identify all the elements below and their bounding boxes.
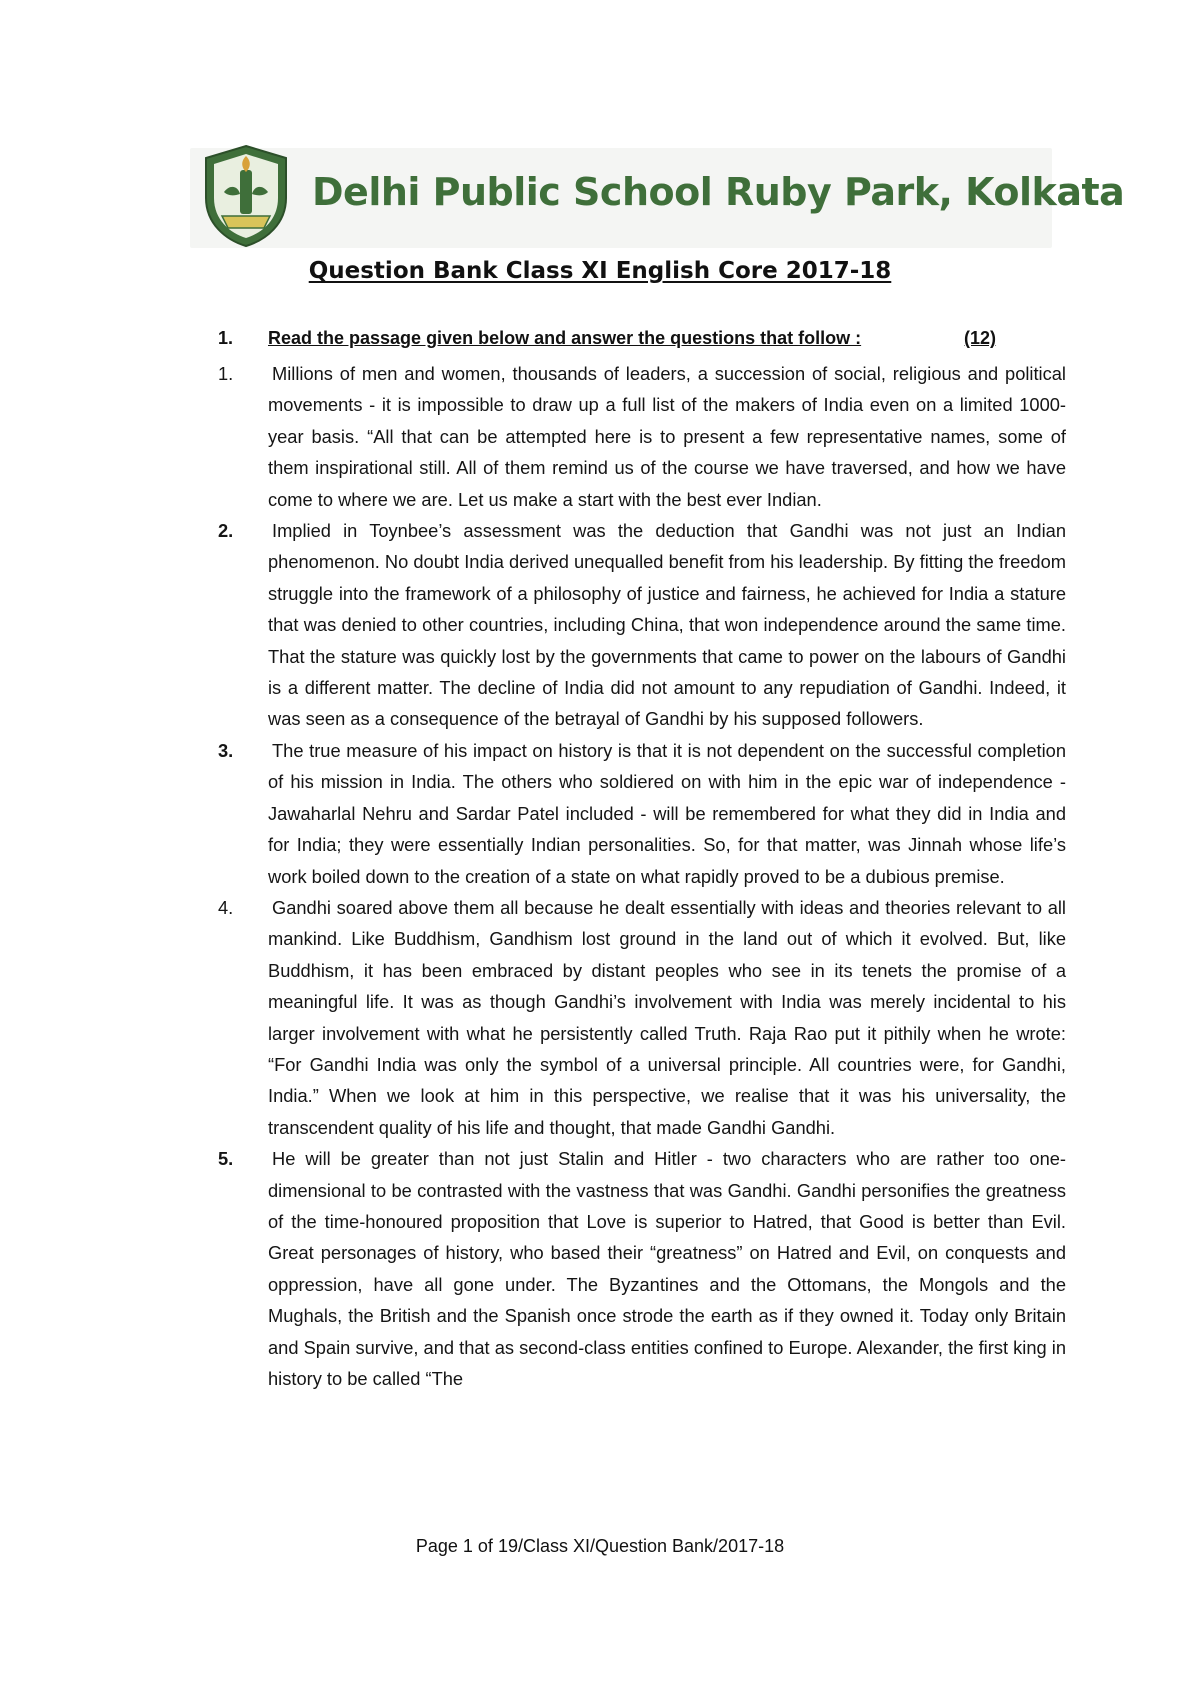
passage-paragraph	[218, 892, 1066, 1143]
paragraph-text: Gandhi soared above them all because he dealt essentially with ideas and theories relevant to all mankind. Like Buddhism, Gandhism lost ground in the land out of which it evolved. But, like Buddhism, it has been embraced by distant peoples who see in its tenets the promise of a meaningful life. It was as though Gandhi’s involvement with India was merely incidental to his larger involvement with what he persistently called Truth. Raja Rao put it pithily when he wrote: “For Gandhi India was only the symbol of a universal principle. All countries were, for Gandhi, India.” When we look at him in this perspective, we realise that it was his universality, the transcendent quality of his life and thought, that made Gandhi Gandhi.	[268, 896, 1066, 1138]
passage	[218, 358, 1066, 1394]
page-title: Question Bank Class XI English Core 2017-18	[308, 258, 892, 284]
paragraph-number: 4.	[218, 896, 234, 918]
paragraph-number: 3.	[218, 739, 234, 761]
paragraph-text: Implied in Toynbee’s assessment was the deduction that Gandhi was not just an Indian phenomenon. No doubt India derived unequalled benefit from his leadership. By fitting the freedom struggle into the framework of a philosophy of justice and fairness, he achieved for India a stature that was denied to other countries, including China, that won independence around the same time. That the stature was quickly lost by the governments that came to power on the labours of Gandhi is a different matter. The decline of India did not amount to any repudiation of Gandhi. Indeed, it was seen as a consequence of the betrayal of Gandhi by his supposed followers.	[268, 520, 1066, 730]
question-instruction: Read the passage given below and answer the questions that follow :	[268, 328, 862, 348]
paragraph-number: 5.	[218, 1148, 234, 1170]
question-number: 1.	[218, 328, 234, 348]
paragraph-number: 2.	[218, 520, 234, 542]
paragraph-text: He will be greater than not just Stalin and Hitler - two characters who are rather too one-dimensional to be contrasted with the vastness that was Gandhi. Gandhi personifies the greatness of the time-honoured proposition that Love is superior to Hatred, that Good is better than Evil. Great personages of history, who based their “greatness” on Hatred and Evil, on conquests and oppression, have all gone under. The Byzantines and the Ottomans, the Mongols and the Mughals, the British and the Spanish once strode the earth as if they owned it. Today only Britain and Spain survive, and that as second-class entities confined to Europe. Alexander, the first king in history to be called “The	[268, 1148, 1066, 1389]
paragraph-text: The true measure of his impact on history is that it is not dependent on the successful completion of his mission in India. The others who soldiered on with him in the epic war of independence - Jawaharlal Nehru and Sardar Patel included - will be remembered for what they did in India and for India; they were essentially Indian personalities. So, for that matter, was Jinnah whose life’s work boiled down to the creation of a state on what rapidly proved to be a dubious premise.	[268, 739, 1066, 887]
page-footer: Page 1 of 19/Class XI/Question Bank/2017-18	[415, 1536, 785, 1556]
passage-paragraph	[218, 735, 1066, 892]
paragraph-number: 1.	[218, 363, 234, 384]
passage-paragraph	[218, 515, 1066, 735]
passage-paragraph	[218, 1143, 1066, 1394]
school-crest-icon	[200, 144, 292, 248]
question-marks: (12)	[964, 328, 997, 348]
paragraph-text: Millions of men and women, thousands of leaders, a succession of social, religious and political movements - it is impossible to draw up a full list of the makers of India even on a limited 1000-year basis. “All that can be attempted here is to present a few representative names, some of them inspirational still. All of them remind us of the course we have traversed, and how we have come to where we are. Let us make a start with the best ever Indian.	[268, 363, 1066, 510]
school-name: Delhi Public School Ruby Park, Kolkata	[312, 170, 1125, 214]
passage-paragraph	[218, 358, 1066, 515]
